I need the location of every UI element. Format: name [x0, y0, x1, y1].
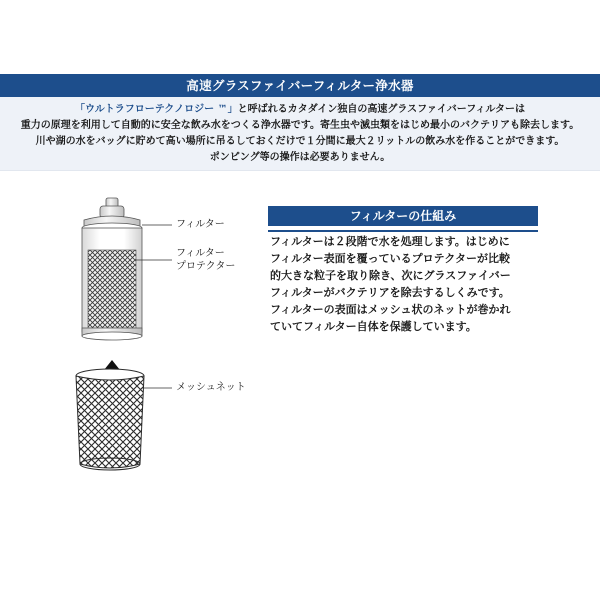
label-mesh-net: メッシュネット: [176, 382, 246, 393]
filter-diagram-illustration: [60, 190, 270, 480]
section-body-line-1: フィルターは２段階で水を処理します。はじめに: [270, 235, 510, 248]
section-body-line-6: ていてフィルター自体を保護しています。: [270, 320, 477, 333]
filter-diagram: [60, 190, 270, 480]
section-title-box: [268, 206, 538, 226]
section-body-line-2: フィルター表面を覆っているプロテクターが比較: [270, 252, 511, 265]
page-title: 高速グラスファイバーフィルター浄水器: [186, 78, 414, 93]
section-body-line-4: フィルターがバクテリアを除去するしくみです。: [270, 286, 510, 299]
mesh-net: [76, 369, 144, 470]
label-protector-line-1: フィルター: [176, 248, 225, 259]
section-title: フィルターの仕組み: [349, 209, 457, 223]
intro-line-3: 川や湖の水をバッグに貯めて高い場所に吊るしておくだけで１分間に最大２リットルの飲み水を作ることができます。: [35, 136, 565, 147]
intro-panel: [0, 97, 600, 171]
intro-line-4: ポンピング等の操作は必要ありません。: [209, 152, 391, 163]
intro-line-1-text: と呼ばれるカタダイン独自の高速グラスファイバーフィルターは: [237, 104, 525, 115]
intro-line-2: 重力の原理を利用して自動的に安全な飲み水をつくる浄水器です。寄生虫や滅虫類をはじめ最小のバクテリアも除去します。: [20, 120, 580, 131]
intro-line-1: [0, 103, 600, 117]
intro-brand-name: 「ウルトラフローテクノロジー ™」: [75, 104, 238, 115]
section-body-line-5: フィルターの表面はメッシュ状のネットが巻かれ: [270, 303, 511, 316]
section-title-underline: [268, 230, 538, 232]
label-filter: フィルター: [176, 219, 225, 230]
filter-cartridge: [82, 198, 142, 340]
section-body-line-3: 的大きな粒子を取り除き、次にグラスファイバー: [270, 269, 511, 282]
page-title-banner: [0, 74, 600, 97]
label-protector-line-2: プロテクター: [176, 261, 236, 272]
